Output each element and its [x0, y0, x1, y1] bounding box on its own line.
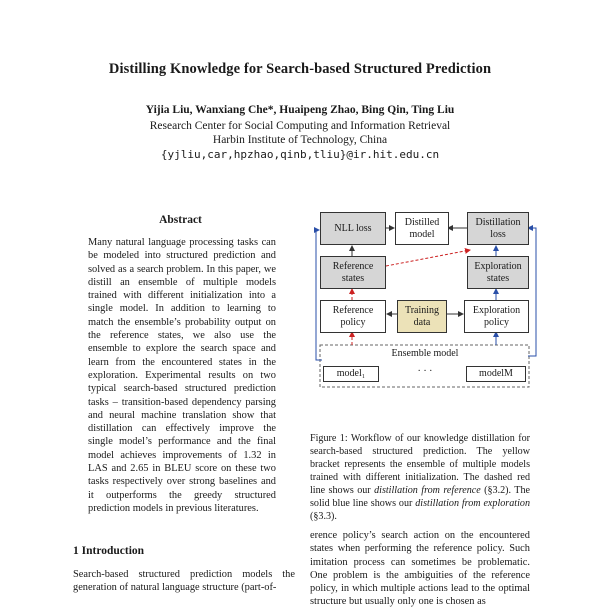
affiliation-line-2: Harbin Institute of Technology, China — [212, 134, 388, 146]
caption-mid: (§3.2). The solid blue line shows our — [310, 485, 530, 509]
ensemble-model-label: Ensemble model — [391, 348, 459, 359]
node-model-m: modelM — [466, 366, 526, 382]
caption-em-distill-exploration: distillation from exploration — [415, 498, 530, 509]
author-email: {yjliu,car,hpzhao,qinb,tliu}@ir.hit.edu.cn — [160, 148, 440, 161]
caption-prefix: Figure 1: Workflow of our knowledge distillation for search-based structured prediction. The yellow bracket represents the ensemble of multiple models trained with different initialization. The dashed red line shows our — [310, 433, 530, 496]
node-distillation-loss: Distillation loss — [467, 212, 529, 245]
node-exploration-policy: Exploration policy — [464, 300, 529, 333]
node-reference-states: Reference states — [320, 256, 386, 289]
abstract-text: Many natural language processing tasks can be modeled into structured prediction and solved as a search problem. In this paper, we distill an ensemble of multiple models trained with different initialization into a single model. In addition to learning to match the ensemble’s probability output on the reference states, we also use the ensemble to explore the search space and learn from the encountered states in the exploration. Experimental results on two typical search-based structured prediction tasks – transition-based dependency parsing and neural machine translation show that distillation can effectively improve the single model’s performance and the final model achieves improvements of 1.32 in LAS and 2.65 in BLEU score on these two tasks respectively over strong baselines and it outperforms the greedy structured prediction models in previous literatures. — [88, 237, 276, 514]
edge-right-feedback — [528, 228, 536, 356]
caption-suffix: (§3.3). — [310, 511, 337, 522]
abstract-heading: Abstract — [159, 214, 202, 226]
introduction-heading: 1 Introduction — [73, 545, 145, 557]
right-column-text: erence policy’s search action on the encountered states when performing the reference policy. Such imitation process can sometimes be problematic. One problem is the ambiguities of the reference policy, in which multiple actions lead to the optimal structure but usually only one is chosen as — [310, 530, 530, 608]
author-list: Yijia Liu, Wanxiang Che*, Huaipeng Zhao, Bing Qin, Ting Liu — [145, 104, 455, 116]
node-exploration-states: Exploration states — [467, 256, 529, 289]
figure-caption — [310, 432, 530, 523]
introduction-text: Search-based structured prediction models the generation of natural language structure (part-of- — [73, 569, 295, 594]
affiliation-line-1: Research Center for Social Computing and Information Retrieval — [149, 120, 451, 132]
node-nll-loss: NLL loss — [320, 212, 386, 245]
node-reference-policy: Reference policy — [320, 300, 386, 333]
node-training-data: Training data — [397, 300, 447, 333]
caption-em-distill-reference: distillation from reference — [374, 485, 481, 496]
node-distilled-model: Distilled model — [395, 212, 449, 245]
edge-refstates-to-distillation-red — [386, 250, 470, 266]
node-model-1: model₁ — [323, 366, 379, 382]
paper-title: Distilling Knowledge for Search-based Structured Prediction — [108, 61, 492, 77]
edge-left-feedback — [316, 230, 322, 360]
models-ellipsis: · · · — [417, 366, 433, 377]
